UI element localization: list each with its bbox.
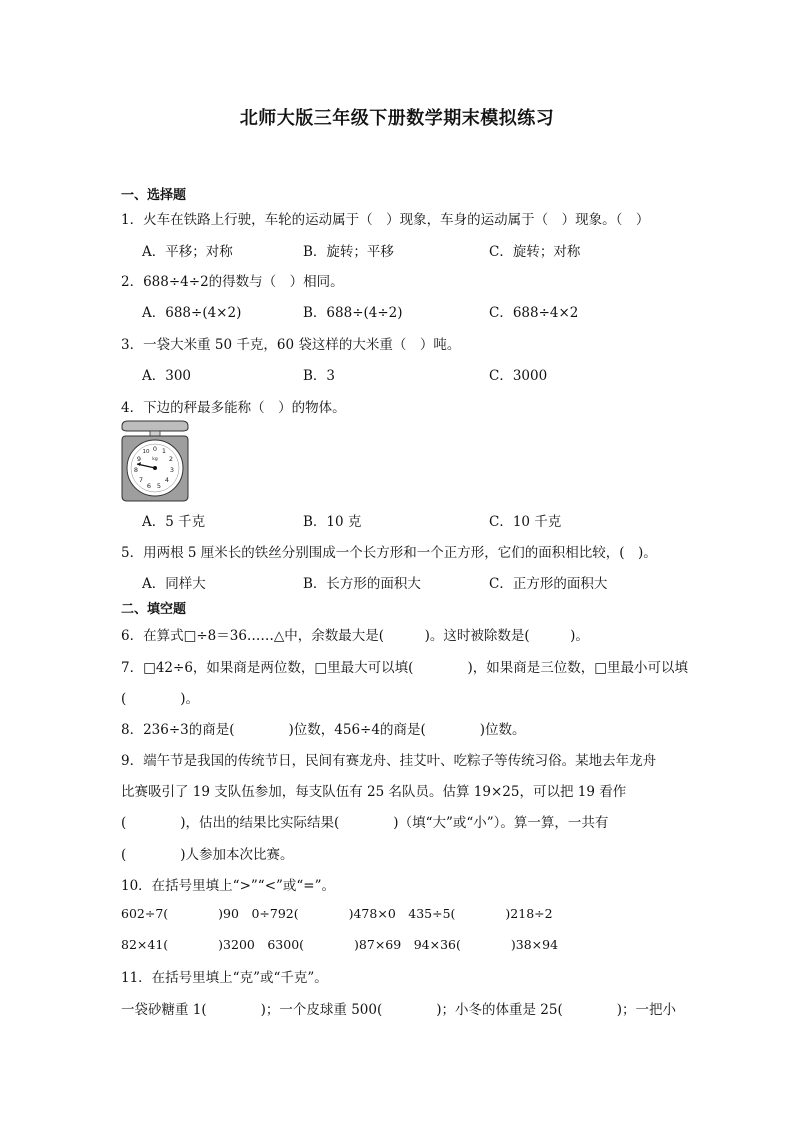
- question-4: 4．下边的秤最多能称（ ）的物体。: [121, 400, 346, 416]
- question-7-line-2: ( )。: [121, 691, 200, 707]
- dial-number-10: 10: [142, 449, 150, 455]
- q2-option-a: A．688÷(4×2): [142, 305, 242, 321]
- question-9-line-4: ( )人参加本次比赛。: [121, 847, 294, 863]
- dial-number-2: 2: [168, 455, 174, 463]
- section-heading-choice: 一、选择题: [121, 188, 187, 203]
- dial-unit-label: kg: [152, 457, 158, 462]
- kitchen-scale-illustration: [120, 420, 190, 502]
- question-10: 10．在括号里填上“>”“<”或“=”。: [121, 878, 336, 894]
- page-title: 北师大版三年级下册数学期末模拟练习: [239, 108, 555, 129]
- section-heading-fill: 二、填空题: [121, 602, 187, 617]
- question-1: 1．火车在铁路上行驶，车轮的运动属于（ ）现象，车身的运动属于（ ）现象。（ ）: [121, 212, 650, 228]
- dial-number-3: 3: [169, 466, 175, 474]
- q1-option-b: B．旋转；平移: [303, 244, 394, 260]
- question-7-line-1: 7．□42÷6，如果商是两位数，□里最大可以填( )，如果商是三位数，□里最小可以填: [121, 660, 688, 676]
- dial-number-4: 4: [164, 476, 170, 484]
- dial-number-6: 6: [146, 482, 152, 490]
- q4-option-c: C．10 千克: [489, 514, 562, 530]
- dial-number-9: 9: [136, 455, 142, 463]
- question-5: 5．用两根 5 厘米长的铁丝分别围成一个长方形和一个正方形，它们的面积相比较，( )。: [121, 545, 657, 561]
- question-2: 2．688÷4÷2的得数与（ ）相同。: [121, 274, 344, 290]
- question-3: 3．一袋大米重 50 千克，60 袋这样的大米重（ ）吨。: [121, 337, 461, 353]
- dial-number-5: 5: [156, 482, 162, 490]
- question-11-line-1: 一袋砂糖重 1( )；一个皮球重 500( )；小冬的体重是 25( )；一把小: [121, 1002, 677, 1018]
- q2-option-c: C．688÷4×2: [489, 305, 579, 321]
- q5-option-c: C．正方形的面积大: [489, 576, 608, 592]
- dial-number-7: 7: [138, 476, 144, 484]
- question-11: 11．在括号里填上“克”或“千克”。: [121, 970, 328, 986]
- q4-option-a: A．5 千克: [142, 514, 206, 530]
- dial-number-0: 0: [152, 445, 158, 453]
- q5-option-b: B．长方形的面积大: [303, 576, 421, 592]
- dial-number-1: 1: [161, 447, 167, 455]
- dial-number-8: 8: [133, 466, 139, 474]
- question-10-row-2: 82×41( )3200 6300( )87×69 94×36( )38×94: [121, 937, 559, 952]
- q3-option-a: A．300: [142, 368, 192, 384]
- q4-option-b: B．10 克: [303, 514, 362, 530]
- question-10-row-1: 602÷7( )90 0÷792( )478×0 435÷5( )218÷2: [121, 906, 553, 921]
- q3-option-b: B．3: [303, 368, 336, 384]
- question-8: 8．236÷3的商是( )位数，456÷4的商是( )位数。: [121, 722, 526, 738]
- question-9-line-3: ( )，估出的结果比实际结果( )（填“大”或“小”）。算一算，一共有: [121, 815, 609, 831]
- question-9-line-2: 比赛吸引了 19 支队伍参加，每支队伍有 25 名队员。估算 19×25，可以把 19 看作: [121, 784, 627, 800]
- question-6: 6．在算式□÷8＝36……△中，余数最大是( )。这时被除数是( )。: [121, 628, 589, 644]
- q5-option-a: A．同样大: [142, 576, 206, 592]
- q2-option-b: B．688÷(4÷2): [303, 305, 403, 321]
- q1-option-a: A．平移；对称: [142, 244, 233, 260]
- question-9-line-1: 9．端午节是我国的传统节日，民间有赛龙舟、挂艾叶、吃粽子等传统习俗。某地去年龙舟: [121, 753, 657, 769]
- q1-option-c: C．旋转；对称: [489, 244, 581, 260]
- q3-option-c: C．3000: [489, 368, 548, 384]
